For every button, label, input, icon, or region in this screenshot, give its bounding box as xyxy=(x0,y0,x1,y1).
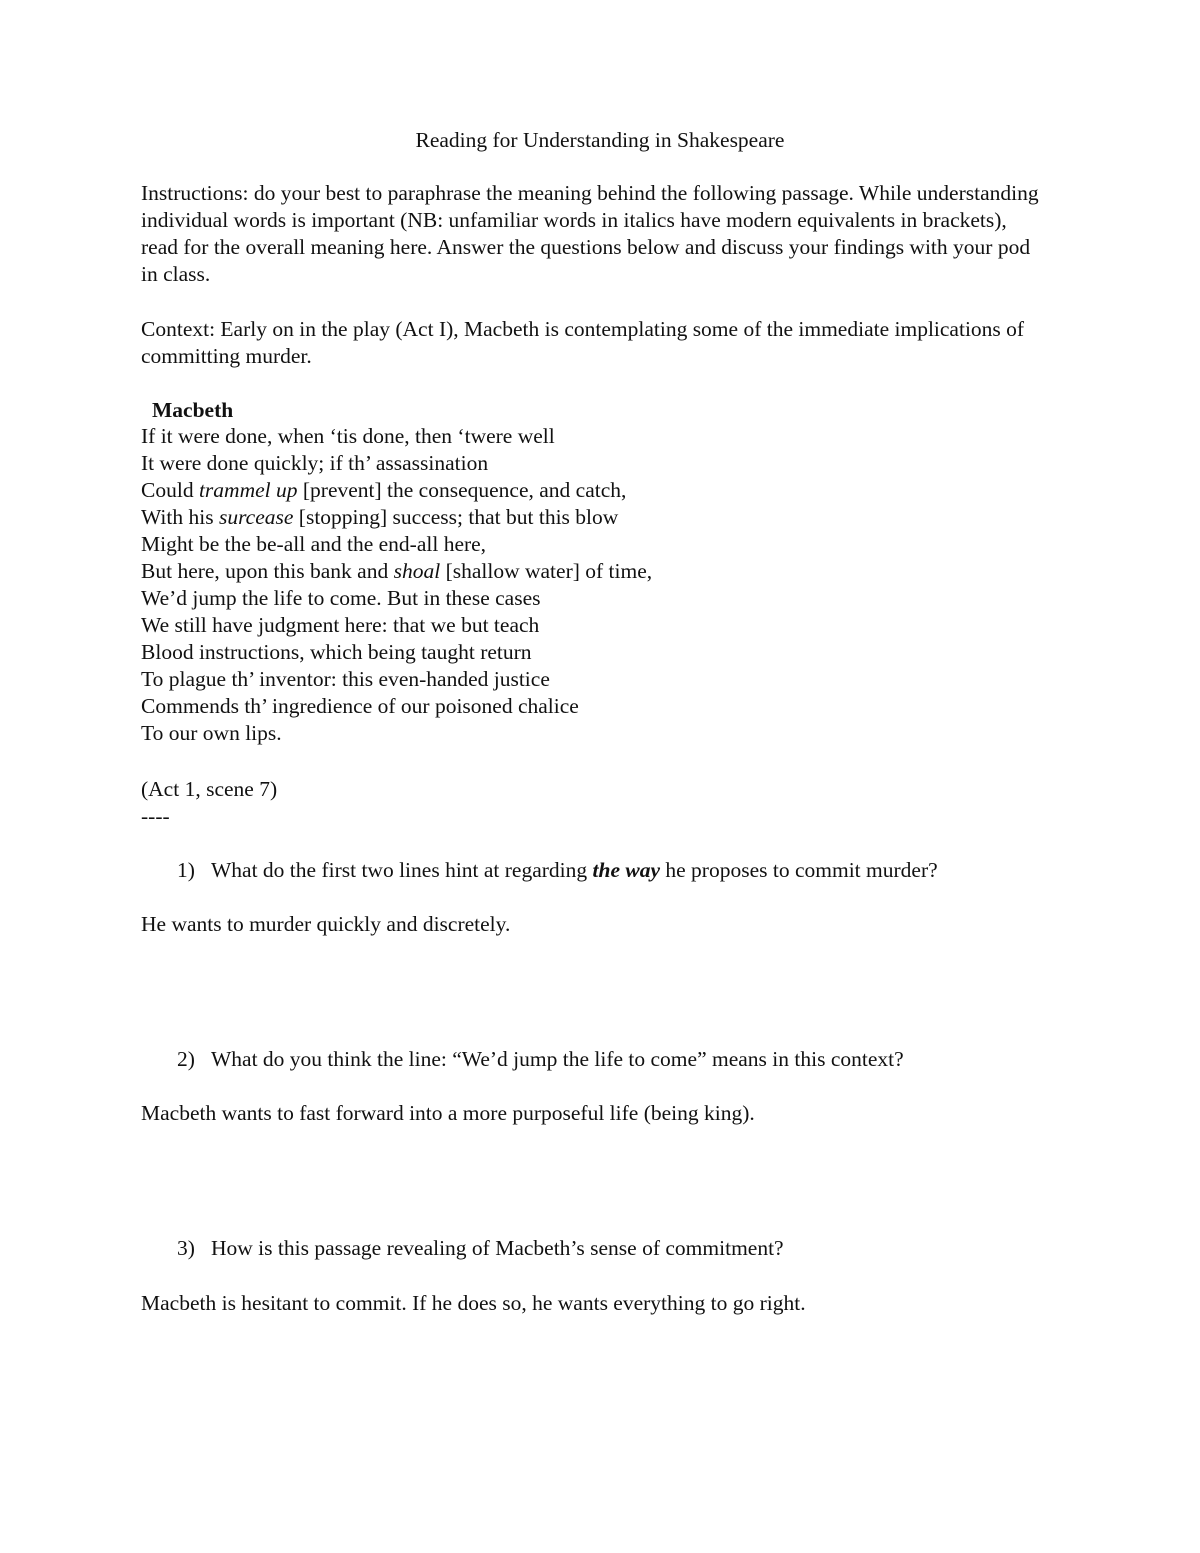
speaker-name: Macbeth xyxy=(152,398,234,422)
question-text: What do you think the line: “We’d jump the life to come” means in this context? xyxy=(211,1047,904,1071)
question-text: he proposes to commit murder? xyxy=(660,858,938,882)
glossed-word: trammel up xyxy=(198,478,298,502)
verse-line xyxy=(141,504,1041,531)
context-paragraph: Context: Early on in the play (Act I), Macbeth is contemplating some of the immediate implications of committing murder. xyxy=(141,317,1025,368)
verse-line: Commends th’ ingredience of our poisoned chalice xyxy=(141,694,579,718)
verse-line: To our own lips. xyxy=(141,721,282,745)
verse-line: Blood instructions, which being taught return xyxy=(141,640,532,664)
question-text: What do the first two lines hint at regarding xyxy=(211,858,593,882)
verse-line: To plague th’ inventor: this even-handed justice xyxy=(141,667,550,691)
question-number: 3) xyxy=(177,1236,195,1260)
glossed-word: shoal xyxy=(393,559,441,583)
verse-line xyxy=(141,558,1041,585)
question-2 xyxy=(177,1046,1077,1073)
question-3 xyxy=(177,1235,1077,1262)
verse-text: With his xyxy=(141,505,219,529)
verse-line xyxy=(141,477,1041,504)
question-text: How is this passage revealing of Macbeth’s sense of commitment? xyxy=(211,1236,784,1260)
verse-line: We still have judgment here: that we but teach xyxy=(141,613,540,637)
verse-line: Might be the be-all and the end-all here, xyxy=(141,532,487,556)
verse-line: It were done quickly; if th’ assassination xyxy=(141,451,489,475)
glossed-word: surcease xyxy=(218,505,294,529)
verse-line: We’d jump the life to come. But in these cases xyxy=(141,586,541,610)
question-1 xyxy=(177,857,1077,884)
answer-1: He wants to murder quickly and discretely. xyxy=(141,912,511,936)
passage-citation: (Act 1, scene 7) xyxy=(141,777,278,801)
verse-text: [stopping] success; that but this blow xyxy=(293,505,619,529)
verse-text: [shallow water] of time, xyxy=(440,559,653,583)
question-emphasis: the way xyxy=(592,858,661,882)
instructions-paragraph: Instructions: do your best to paraphrase the meaning behind the following passage. While understanding individual words is important (NB: unfamiliar words in italics have modern equivalents in brackets), read for the overall meaning here. Answer the questions below and discuss your findings with your pod in class. xyxy=(141,181,1039,286)
verse-line: If it were done, when ‘tis done, then ‘twere well xyxy=(141,424,555,448)
page-title: Reading for Understanding in Shakespeare xyxy=(415,128,785,152)
verse-text: But here, upon this bank and xyxy=(141,559,394,583)
verse-text: Could xyxy=(141,478,199,502)
passage-verse xyxy=(141,423,1041,747)
question-number: 2) xyxy=(177,1047,195,1071)
answer-3: Macbeth is hesitant to commit. If he does so, he wants everything to go right. xyxy=(141,1291,806,1315)
question-number: 1) xyxy=(177,858,195,882)
answer-2: Macbeth wants to fast forward into a more purposeful life (being king). xyxy=(141,1101,755,1125)
section-divider: ---- xyxy=(141,804,170,828)
verse-text: [prevent] the consequence, and catch, xyxy=(297,478,627,502)
